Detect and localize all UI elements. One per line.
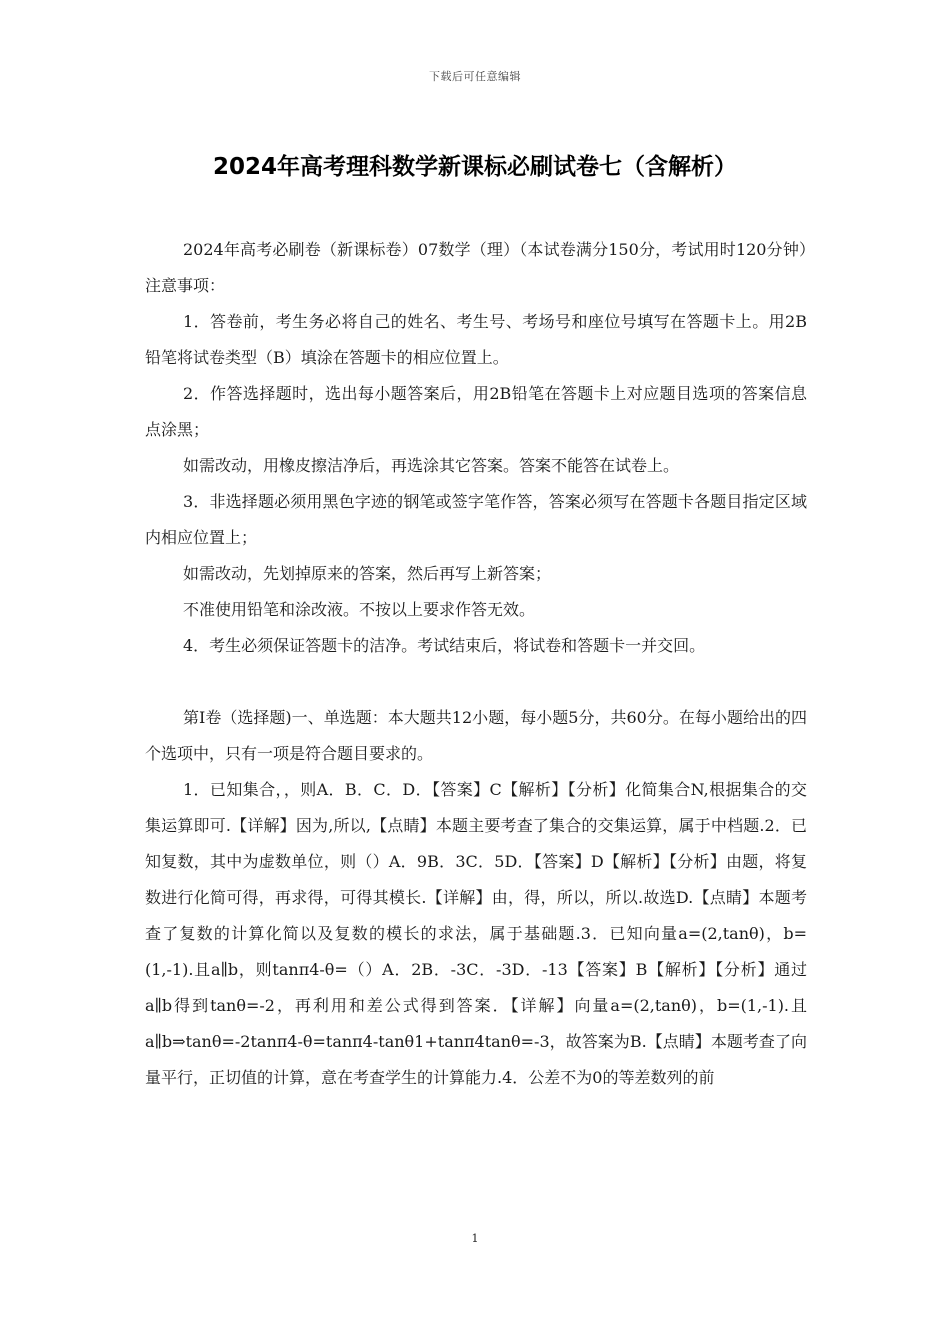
instruction-3-note-a: 如需改动，先划掉原来的答案，然后再写上新答案；: [183, 564, 552, 583]
instruction-3-note-b: 不准使用铅笔和涂改液。不按以上要求作答无效。: [183, 600, 536, 619]
header-note: 下载后可任意编辑: [429, 70, 521, 83]
intro-paragraph: 2024年高考必刷卷（新课标卷）07数学（理）（本试卷满分150分，考试用时120分钟）注意事项：: [145, 240, 807, 295]
document-title: 2024年高考理科数学新课标必刷试卷七（含解析）: [212, 154, 737, 180]
questions-paragraph: 1．已知集合，，则A．B．C．D．【答案】C【解析】【分析】化简集合N,根据集合的交集运算即可.【详解】因为,所以,【点睛】本题主要考查了集合的交集运算，属于中档题.2．已知复数，其中为虚数单位，则（）A．9B．3C．5D．【答案】D【解析】【分析】由题，将复数进行化简可得，再求得，可得其模长.【详解】由，得，所以，所以.故选D.【点睛】本题考查了复数的计算化简以及复数的模长的求法，属于基础题.3．已知向量a=(2,tanθ)，b=(1,-1).且a∥b，则tanπ4-θ=（）A．2B．-3C．-3D．-13【答案】B【解析】【分析】通过a∥b得到tanθ=-2，再利用和差公式得到答案．【详解】向量a=(2,tanθ)，b=(1,-1).且a∥b⇒tanθ=-2tanπ4-θ=tanπ4-tanθ1+tanπ4tanθ=-3，故答案为B.【点睛】本题考查了向量平行，正切值的计算，意在考查学生的计算能力.4．公差不为0的等差数列的前: [145, 780, 807, 1087]
instruction-4: 4．考生必须保证答题卡的洁净。考试结束后，将试卷和答题卡一并交回。: [183, 636, 706, 655]
instruction-2-note: 如需改动，用橡皮擦洁净后，再选涂其它答案。答案不能答在试卷上。: [183, 456, 680, 475]
document-body: [145, 232, 807, 1096]
instruction-2: 2．作答选择题时，选出每小题答案后，用2B铅笔在答题卡上对应题目选项的答案信息点涂黑；: [145, 384, 807, 439]
instruction-1: 1．答卷前，考生务必将自己的姓名、考生号、考场号和座位号填写在答题卡上。用2B铅笔将试卷类型（B）填涂在答题卡的相应位置上。: [145, 312, 807, 367]
section-heading-paragraph: 第Ⅰ卷（选择题)一、单选题：本大题共12小题，每小题5分，共60分。在每小题给出的四个选项中，只有一项是符合题目要求的。: [145, 708, 807, 763]
page-number: 1: [471, 1232, 479, 1245]
instruction-3: 3．非选择题必须用黑色字迹的钢笔或签字笔作答，答案必须写在答题卡各题目指定区域内相应位置上；: [145, 492, 807, 547]
